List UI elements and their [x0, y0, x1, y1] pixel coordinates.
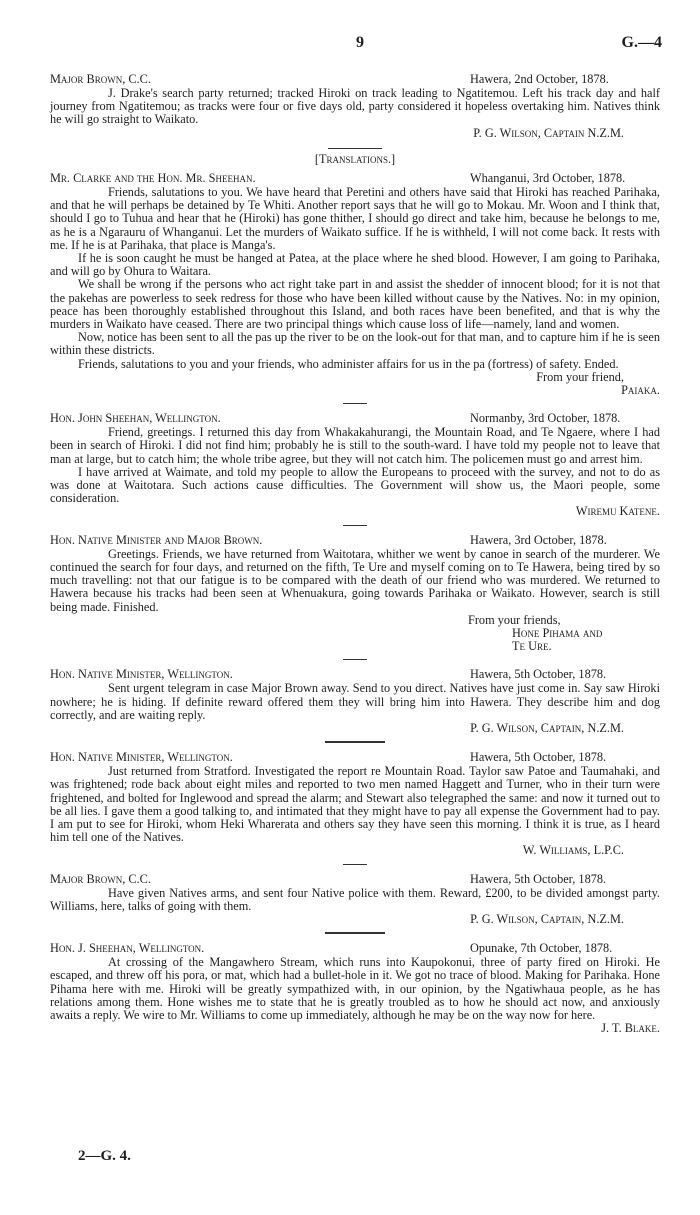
letter-paragraph: Have given Natives arms, and sent four Native police with them. Reward, £200, to be divided amongst party. Williams, here, talks of going with them.	[50, 885, 660, 913]
letter-closing: From your friend,	[536, 369, 624, 384]
letter-paragraph: Friends, salutations to you and your friends, who administer affairs for us in the pa (fortress) of safety. Ended.	[78, 356, 619, 371]
letter-paragraph: Just returned from Stratford. Investigated the report re Mountain Road. Taylor saw Patoe and Taumahaki, and was frightened; rode back about eight miles and reported to two men named Haggett and Turner, who in their turn were frightened, and bolted for Inglewood and spread the alarm; and Stewart also telegraphed the same: and now it turned out to be all lies. I gave them a good talking to, and intimated that they might have to pay all expense the Government had to pay. I am put to see for Hiroki, whom Heki Wharerata and others say they have seen this morning. I think it is true, as I heard him tell one of the Natives.	[50, 764, 660, 845]
letter	[50, 751, 660, 857]
translations-heading-block	[50, 148, 660, 166]
letter-paragraph: We shall be wrong if the persons who act right take part in and assist the shedder of innocent blood; for it is not that the pakehas are powerless to seek redress for those who have been killed without cause by the Natives. No: in my opinion, peace has been thoroughly established throughout this Island, and both races have been benefited, and that is why the murders in Waikato have ceased. There are two principal things which cause loss of life—namely, land and women.	[50, 277, 660, 332]
letter-signature-block	[468, 614, 660, 654]
letter-paragraph: If he is soon caught he must be hanged at Patea, at the place where he shed blood. However, I am going to Parihaka, and will go by Ohura to Waitara.	[50, 251, 660, 279]
letter-paragraph: Sent urgent telegram in case Major Brown away. Send to you direct. Natives have just come in. Say saw Hiroki nowhere; he is hiding. If definite reward offered them they will bring him into Hawera. They describe him and dog correctly, and are waiting reply.	[50, 681, 660, 722]
letter-recipient: Hon. Native Minister, Wellington.	[50, 667, 233, 682]
letter	[50, 668, 660, 735]
letter	[50, 942, 660, 1035]
letter	[50, 873, 660, 927]
letter-place-date: Normanby, 3rd October, 1878.	[470, 411, 621, 426]
letter-address-line	[50, 73, 660, 87]
document-body	[50, 70, 660, 1041]
letter-recipient: Hon. J. Sheehan, Wellington.	[50, 941, 205, 956]
letter-recipient: Major Brown, C.C.	[50, 871, 151, 886]
letter-address-line	[50, 412, 660, 426]
letter	[50, 412, 660, 518]
letter-place-date: Hawera, 5th October, 1878.	[470, 667, 607, 682]
letter-paragraph: J. Drake's search party returned; tracked Hiroki on track leading to Ngatitemou. Left his track day and half journey from Ngatitemou; as tracks were four or five days old, party considered it hopeless overtaking him. Natives think he will go straight to Waikato.	[50, 86, 660, 127]
letter-address-line	[50, 534, 660, 548]
divider	[343, 403, 367, 404]
divider	[325, 932, 385, 934]
letter-recipient: Major Brown, C.C.	[50, 72, 151, 86]
letter-place-date: Hawera, 3rd October, 1878.	[470, 532, 607, 547]
letter-signature: Hone Pihama and	[512, 625, 603, 640]
letter-signature: W. Williams, L.P.C.	[522, 843, 624, 858]
divider	[343, 864, 367, 865]
letter-paragraph: Friend, greetings. I returned this day from Whakakahurangi, the Mountain Road, and Te Ngaere, where I had been in search of Hiroki. I did not find him; probably he is still to the south-ward. I have told my people not to leave that man at large, but to catch him; the whole tribe agree, but they will not catch him. The policemen must go and arrest him.	[50, 425, 660, 466]
letter-paragraph: At crossing of the Mangawhero Stream, which runs into Kaupokonui, three of party fired on Hiroki. He escaped, and threw off his pora, or mat, which had a bullet-hole in it. We got no trace of blood. Making for Parihaka. Hone Pihama here with me. Hiroki will be greatly sympathized with, in our opinion, by the Ngatiwhaua people, as he has relations among them. Hone wishes me to state that he is greatly troubled as to how he should act now, and anxiously awaits a reply. We wire to Mr. Williams to come up immediately, although he may be on the way now for here.	[50, 955, 660, 1022]
letter-closing: From your friends,	[468, 612, 561, 627]
letter-place-date: Opunake, 7th October, 1878.	[470, 941, 613, 956]
page-number: 9	[356, 34, 364, 51]
letter-recipient: Mr. Clarke and the Hon. Mr. Sheehan.	[50, 171, 256, 186]
document-code: G.—4	[621, 34, 662, 51]
letter	[50, 73, 660, 140]
divider	[343, 525, 367, 526]
translations-heading: [Translations.]	[314, 151, 396, 166]
letter-paragraph: Now, notice has been sent to all the pas up the river to be on the look-out for that man, and to capture him if he is seen within these districts.	[50, 330, 660, 358]
footer-code: 2—G. 4.	[78, 1148, 131, 1164]
letter-recipient: Hon. Native Minister, Wellington.	[50, 750, 233, 765]
letter	[50, 534, 660, 654]
letter-signature: Wiremu Katene.	[575, 504, 660, 519]
letter-place-date: Hawera, 2nd October, 1878.	[470, 72, 609, 86]
divider	[343, 659, 367, 660]
letter-place-date: Whanganui, 3rd October, 1878.	[470, 171, 626, 186]
letter-address-line	[50, 942, 660, 956]
letter-paragraph: Greetings. Friends, we have returned from Waitotara, whither we went by canoe in search of the murderer. We continued the search for four days, and returned on the fifth, Te Ure and myself coming on to Te Hawera, being tired by so much travelling: not that our fatigue is to be compared with the death of our friend who was murdered. We returned to Hawera because his tracks had been seen at Whenuakura, going towards Parihaka or Waikato. However, search is still being made. Finished.	[50, 546, 660, 614]
letter	[50, 172, 660, 397]
letter-address-line	[50, 751, 660, 765]
letter-place-date: Hawera, 5th October, 1878.	[470, 750, 607, 765]
letter-signature: P. G. Wilson, Captain, N.Z.M.	[470, 911, 624, 926]
letter-place-date: Hawera, 5th October, 1878.	[470, 871, 607, 886]
letter-paragraph: Friends, salutations to you. We have heard that Peretini and others have said that Hiroki has reached Parihaka, and that he will perhaps be detained by Te Whiti. Another report says that he will go to Mokau. Mr. Woon and I think that, should I go to Tuhua and hear that he (Hiroki) has gone thither, I should go direct and take him, because he belongs to me, as he is a Ngarauru of Whanganui. Let the murders of Waikato suffice. If he is withheld, I will not come back. It rests with me. If he is at Parihaka, that place is Manga's.	[50, 185, 660, 252]
letter-recipient: Hon. John Sheehan, Wellington.	[50, 411, 221, 426]
letter-signature: Te Ure.	[512, 639, 552, 654]
letter-address-line	[50, 172, 660, 186]
letter-paragraph: I have arrived at Waimate, and told my people to allow the Europeans to proceed with the survey, and not to do as was done at Waitotara. Such actions cause difficulties. The Government will show us, the Maori people, some consideration.	[50, 464, 660, 506]
letter-signature: P. G. Wilson, Captain, N.Z.M.	[470, 720, 624, 735]
letter-signature: Paiaka.	[621, 383, 660, 398]
letter-address-line	[50, 668, 660, 682]
letter-recipient: Hon. Native Minister and Major Brown.	[50, 532, 263, 547]
letter-signature: P. G. Wilson, Captain N.Z.M.	[473, 125, 624, 140]
divider	[328, 148, 382, 149]
letter-signature: J. T. Blake.	[601, 1021, 660, 1036]
divider	[325, 741, 385, 743]
letter-address-line	[50, 873, 660, 887]
